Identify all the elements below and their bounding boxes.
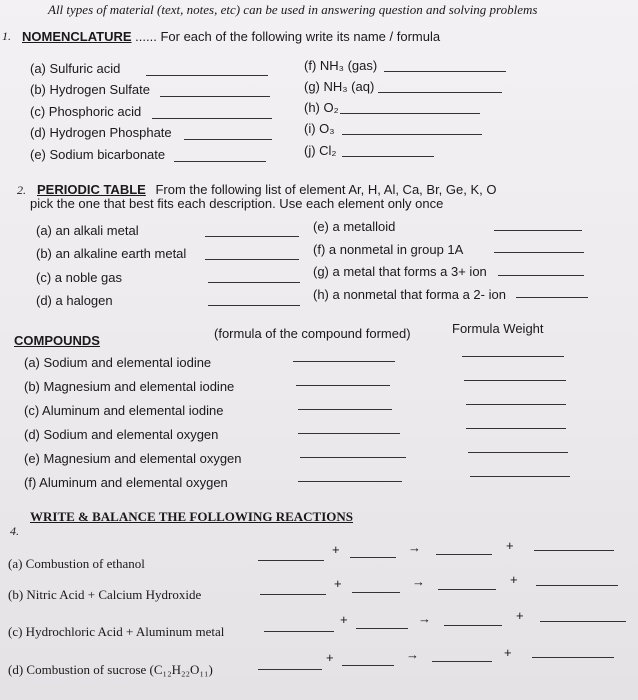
compound-weight-blank-c[interactable] xyxy=(466,404,566,405)
reaction-b-product-2-blank[interactable] xyxy=(536,585,618,586)
reaction-d-plus-1: + xyxy=(326,650,334,665)
reaction-a-reactant-2-blank[interactable] xyxy=(350,557,396,558)
compound-item-b: (b) Magnesium and elemental iodine xyxy=(24,379,235,394)
reaction-c-product-1-blank[interactable] xyxy=(444,625,502,626)
periodic-item-b: (b) an alkaline earth metal xyxy=(36,246,187,261)
reaction-d-arrow-icon: → xyxy=(406,647,419,662)
reaction-a-plus-2: + xyxy=(506,538,514,553)
periodic-blank-b[interactable] xyxy=(205,259,299,260)
reaction-c-plus-2: + xyxy=(516,608,524,623)
nomenclature-item-j: (j) Cl₂ xyxy=(304,143,337,158)
periodic-item-a: (a) an alkali metal xyxy=(36,223,139,238)
reaction-item-c: (c) Hydrochloric Acid + Aluminum metal xyxy=(8,624,225,639)
reaction-item-a: (a) Combustion of ethanol xyxy=(8,556,145,571)
section-2-instruction-2: pick the one that best fits each description. Use each element only once xyxy=(30,196,444,211)
periodic-item-f: (f) a nonmetal in group 1A xyxy=(313,242,464,257)
nomenclature-item-e: (e) Sodium bicarbonate xyxy=(30,147,166,162)
compound-item-f: (f) Aluminum and elemental oxygen xyxy=(24,475,228,490)
periodic-blank-a[interactable] xyxy=(205,236,299,237)
section-4-title: WRITE & BALANCE THE FOLLOWING REACTIONS xyxy=(30,509,354,524)
intro-text: All types of material (text, notes, etc) can be used in answering question and solving problems xyxy=(48,2,538,17)
reaction-b-product-1-blank[interactable] xyxy=(438,589,496,590)
compound-weight-blank-b[interactable] xyxy=(464,380,566,381)
compound-weight-blank-e[interactable] xyxy=(468,452,568,453)
nomenclature-item-c: (c) Phosphoric acid xyxy=(30,104,142,119)
nomenclature-blank-h[interactable] xyxy=(340,113,480,114)
reaction-d-product-1-blank[interactable] xyxy=(432,661,492,662)
compound-formula-blank-f[interactable] xyxy=(298,481,402,482)
periodic-blank-c[interactable] xyxy=(208,282,300,283)
section-1-number: 1. xyxy=(2,29,11,43)
nomenclature-blank-d[interactable] xyxy=(184,139,272,140)
section-4-number: 4. xyxy=(10,524,19,538)
section-1-heading xyxy=(22,29,440,44)
nomenclature-blank-c[interactable] xyxy=(152,118,272,119)
reaction-c-product-2-blank[interactable] xyxy=(540,621,626,622)
section-1-title: NOMENCLATURE xyxy=(22,29,132,44)
reaction-a-plus-1: + xyxy=(332,542,340,557)
compound-item-d: (d) Sodium and elemental oxygen xyxy=(24,427,219,442)
compound-weight-blank-d[interactable] xyxy=(466,428,566,429)
compounds-weight-column-header: Formula Weight xyxy=(452,321,544,336)
nomenclature-blank-f[interactable] xyxy=(384,71,506,72)
compound-formula-blank-e[interactable] xyxy=(300,457,406,458)
nomenclature-item-h: (h) O₂ xyxy=(304,100,339,115)
section-2-title: PERIODIC TABLE xyxy=(37,182,146,197)
reaction-a-product-2-blank[interactable] xyxy=(534,550,614,551)
periodic-blank-f[interactable] xyxy=(494,252,584,253)
compound-weight-blank-f[interactable] xyxy=(470,476,570,477)
reaction-b-reactant-1-blank[interactable] xyxy=(260,594,326,595)
reaction-d-reactant-2-blank[interactable] xyxy=(342,665,394,666)
section-2-instruction-1: From the following list of element Ar, H, Al, Ca, Br, Ge, K, O xyxy=(155,182,497,197)
periodic-blank-e[interactable] xyxy=(494,230,582,231)
periodic-item-h: (h) a nonmetal that forma a 2- ion xyxy=(313,287,506,302)
reaction-d-reactant-1-blank[interactable] xyxy=(258,669,322,670)
nomenclature-item-i: (i) O₃ xyxy=(304,121,335,136)
reaction-c-reactant-2-blank[interactable] xyxy=(356,628,408,629)
reaction-a-reactant-1-blank[interactable] xyxy=(258,560,324,561)
compound-formula-blank-a[interactable] xyxy=(293,361,395,362)
periodic-item-d: (d) a halogen xyxy=(36,293,113,308)
periodic-item-e: (e) a metalloid xyxy=(313,219,396,234)
compound-item-a: (a) Sodium and elemental iodine xyxy=(24,355,212,370)
periodic-item-g: (g) a metal that forms a 3+ ion xyxy=(313,264,487,279)
compound-formula-blank-b[interactable] xyxy=(296,385,390,386)
reaction-b-arrow-icon: → xyxy=(412,574,425,589)
section-2-number: 2. xyxy=(17,183,26,197)
reaction-c-arrow-icon: → xyxy=(418,611,431,626)
periodic-blank-h[interactable] xyxy=(516,297,588,298)
nomenclature-item-b: (b) Hydrogen Sulfate xyxy=(30,82,150,97)
section-3-title: COMPOUNDS xyxy=(14,333,100,348)
nomenclature-blank-b[interactable] xyxy=(160,96,270,97)
compound-weight-blank-a[interactable] xyxy=(462,356,564,357)
nomenclature-blank-e[interactable] xyxy=(174,161,266,162)
nomenclature-blank-j[interactable] xyxy=(342,156,434,157)
reaction-b-reactant-2-blank[interactable] xyxy=(352,592,400,593)
reaction-a-arrow-icon: → xyxy=(408,540,421,555)
compound-formula-blank-c[interactable] xyxy=(298,409,392,410)
compound-item-e: (e) Magnesium and elemental oxygen xyxy=(24,451,242,466)
nomenclature-blank-g[interactable] xyxy=(378,92,502,93)
nomenclature-item-f: (f) NH₃ (gas) xyxy=(304,58,378,73)
compound-formula-blank-d[interactable] xyxy=(298,433,400,434)
nomenclature-item-g: (g) NH₃ (aq) xyxy=(304,79,375,94)
nomenclature-item-a: (a) Sulfuric acid xyxy=(30,61,121,76)
reaction-b-plus-1: + xyxy=(334,576,342,591)
nomenclature-blank-a[interactable] xyxy=(146,75,268,76)
nomenclature-item-d: (d) Hydrogen Phosphate xyxy=(30,125,172,140)
reaction-d-product-2-blank[interactable] xyxy=(532,657,614,658)
reaction-b-plus-2: + xyxy=(510,572,518,587)
reaction-c-reactant-1-blank[interactable] xyxy=(264,631,334,632)
reaction-item-d: (d) Combustion of sucrose (C₁₂H₂₂O₁₁) xyxy=(8,662,213,677)
compound-item-c: (c) Aluminum and elemental iodine xyxy=(24,403,224,418)
reaction-item-b: (b) Nitric Acid + Calcium Hydroxide xyxy=(8,587,202,602)
compounds-formula-column-header: (formula of the compound formed) xyxy=(214,326,411,341)
section-1-dots: ...... xyxy=(135,29,157,44)
periodic-blank-d[interactable] xyxy=(208,305,300,306)
reaction-a-product-1-blank[interactable] xyxy=(436,554,492,555)
section-1-instruction: For each of the following write its name / formula xyxy=(160,29,441,44)
reaction-c-plus-1: + xyxy=(340,612,348,627)
section-2-heading xyxy=(37,182,496,197)
reaction-d-plus-2: + xyxy=(504,645,512,660)
periodic-blank-g[interactable] xyxy=(498,275,584,276)
periodic-item-c: (c) a noble gas xyxy=(36,270,122,285)
nomenclature-blank-i[interactable] xyxy=(342,134,482,135)
